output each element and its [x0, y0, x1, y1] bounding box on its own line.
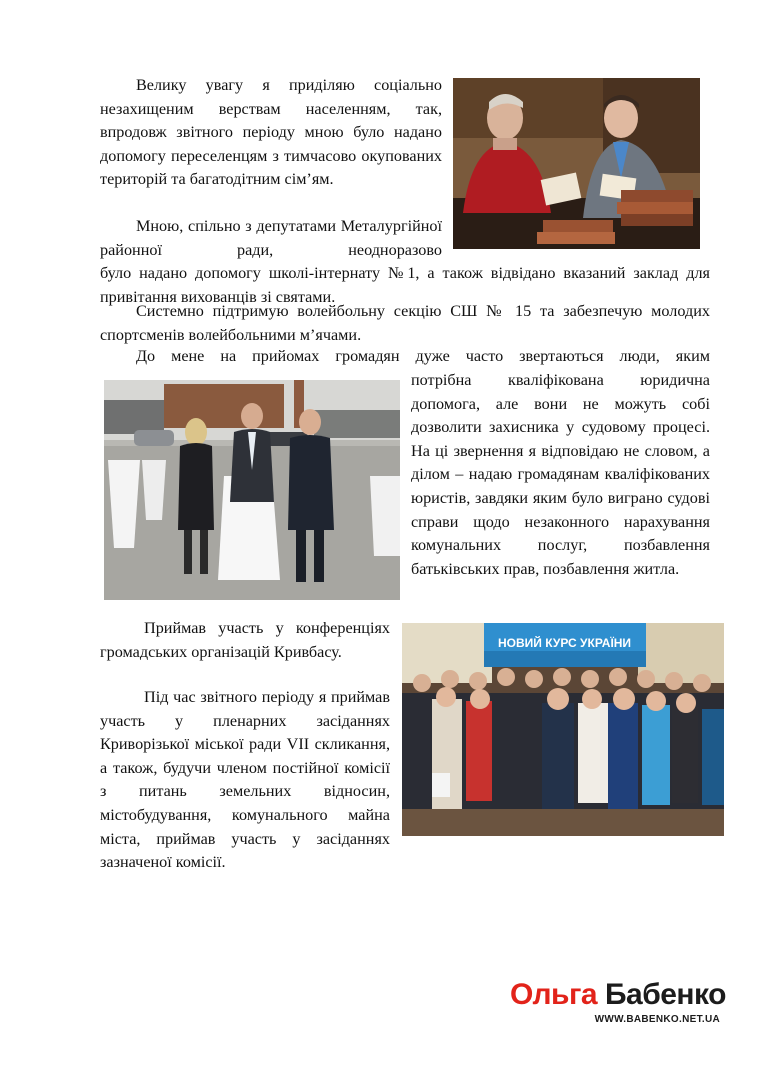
photo-group-conference [402, 623, 724, 836]
banner-text: НОВИЙ КУРС УКРАЇНИ [498, 636, 632, 650]
paragraph-district-council: Мною, спільно з депутатами Металургійної районної ради, неодноразово [100, 217, 442, 259]
brand-last-name: Бабенко [604, 978, 726, 1011]
paragraph-conferences: Приймав участь у конференціях громадських організацій Кривбасу. [100, 619, 390, 661]
brand-first-name: Ольга [510, 978, 598, 1011]
paragraph-volleyball: Системно підтримую волейбольну секцію СШ № 15 та забезпечую молодих спортсменів волейбольними м’ячами. [100, 302, 710, 344]
brand-logo [510, 978, 726, 1025]
brand-name [510, 978, 726, 1012]
paragraph-city-council: Під час звітного періоду я приймав участь у пленарних засіданнях Криворізької міської ради VII скликання, а також, будучи членом постійної комісії з питань земельних відносин, містобудування, комунального майна міста, приймав участь у засіданнях зазначеної комісії. [100, 688, 390, 872]
brand-url[interactable]: WWW.BABENKO.NET.UA [594, 1014, 720, 1025]
paragraph-boarding-school: було надано допомогу школі-інтернату №1, а також відвідано вказаний заклад для привітання вихованців зі святами. [100, 264, 710, 306]
paragraph-social-support: Велику увагу я приділяю соціально незахищеним верствам населенням, так, впродовж звітного періоду мною було надано допомогу переселенцям з тимчасово окупованих територій та багатодітним сім’ям. [100, 76, 442, 189]
photo-men-with-books [453, 78, 700, 249]
paragraph-legal-help-intro: До мене на прийомах громадян дуже часто звертаються люди, яким [136, 347, 710, 365]
paragraph-legal-help: потрібна кваліфікована юридична допомога, але вони не можуть собі дозволити захисника у судовому процесі. На ці звернення я відповідаю не словом, а ділом – надаю громадянам кваліфікованих юристів, завдяки яким було виграно судові справи щодо незаконного нарахування комунальних послуг, позбавлення батьківських прав, позбавлення житла. [411, 371, 710, 578]
photo-outdoor-event [104, 380, 400, 600]
